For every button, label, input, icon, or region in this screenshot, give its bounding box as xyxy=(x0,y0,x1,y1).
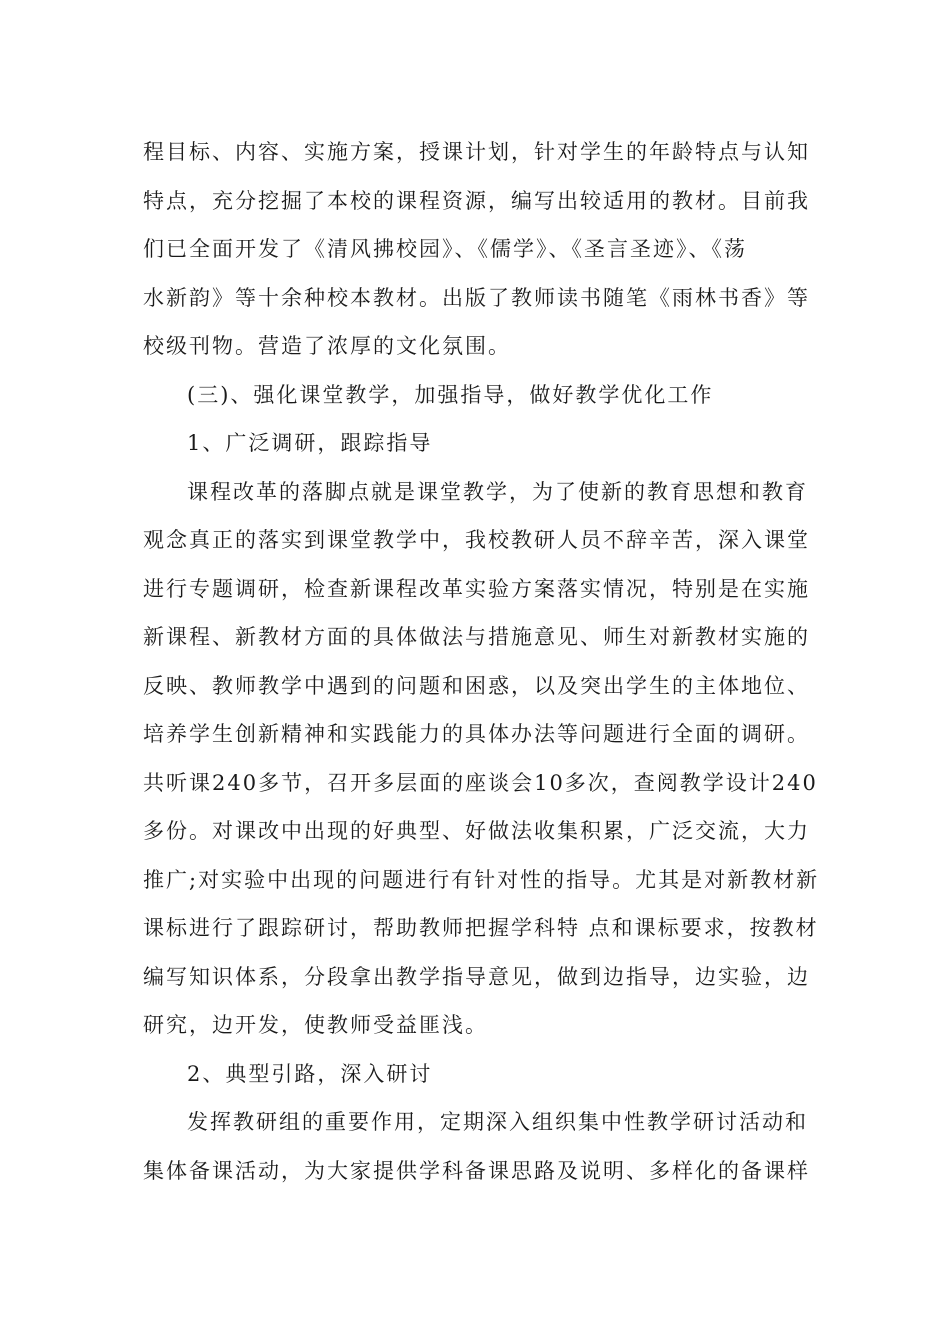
text-line: 集体备课活动，为大家提供学科备课思路及说明、多样化的备课样 xyxy=(143,1158,810,1183)
text-line: 推广;对实验中出现的问题进行有针对性的指导。尤其是对新教材新 xyxy=(143,867,820,892)
document-body xyxy=(143,128,820,1195)
text-line: 研究，边开发，使教师受益匪浅。 xyxy=(143,1013,488,1037)
text-line: 水新韵》等十余种校本教材。出版了教师读书随笔《雨林书香》等 xyxy=(143,285,810,310)
text-line: 新课程、新教材方面的具体做法与措施意见、师生对新教材实施的 xyxy=(143,625,810,649)
text-line: 2、典型引路，深入研讨 xyxy=(187,1061,433,1086)
text-line: 编写知识体系，分段拿出教学指导意见，做到边指导，边实验，边 xyxy=(143,964,810,989)
text-line: 1、广泛调研，跟踪指导 xyxy=(187,431,433,455)
text-line: (三)、强化课堂教学，加强指导，做好教学优化工作 xyxy=(187,382,714,407)
text-line: 发挥教研组的重要作用，定期深入组织集中性教学研讨活动和 xyxy=(187,1110,808,1134)
text-line: 课程改革的落脚点就是课堂教学，为了使新的教育思想和教育 xyxy=(187,479,808,504)
text-line: 进行专题调研，检查新课程改革实验方案落实情况，特别是在实施 xyxy=(143,576,810,601)
text-line: 们已全面开发了《清风拂校园》、《儒学》、《圣言圣迹》、《荡 xyxy=(143,237,747,261)
text-line: 反映、教师教学中遇到的问题和困惑，以及突出学生的主体地位、 xyxy=(143,673,810,698)
text-line: 观念真正的落实到课堂教学中，我校教研人员不辞辛苦，深入课堂 xyxy=(143,528,810,552)
text-line: 程目标、内容、实施方案，授课计划，针对学生的年龄特点与认知 xyxy=(143,140,810,164)
text-line: 共听课240多节，召开多层面的座谈会10多次，查阅教学设计240 xyxy=(143,770,818,795)
text-line: 课标进行了跟踪研讨，帮助教师把握学科特 点和课标要求，按教材 xyxy=(143,916,819,940)
text-line: 培养学生创新精神和实践能力的具体办法等问题进行全面的调研。 xyxy=(143,722,810,746)
text-line: 多份。对课改中出现的好典型、好做法收集积累，广泛交流，大力 xyxy=(143,819,810,843)
text-line: 校级刊物。营造了浓厚的文化氛围。 xyxy=(143,334,511,358)
text-line: 特点，充分挖掘了本校的课程资源，编写出较适用的教材。目前我 xyxy=(143,188,810,213)
